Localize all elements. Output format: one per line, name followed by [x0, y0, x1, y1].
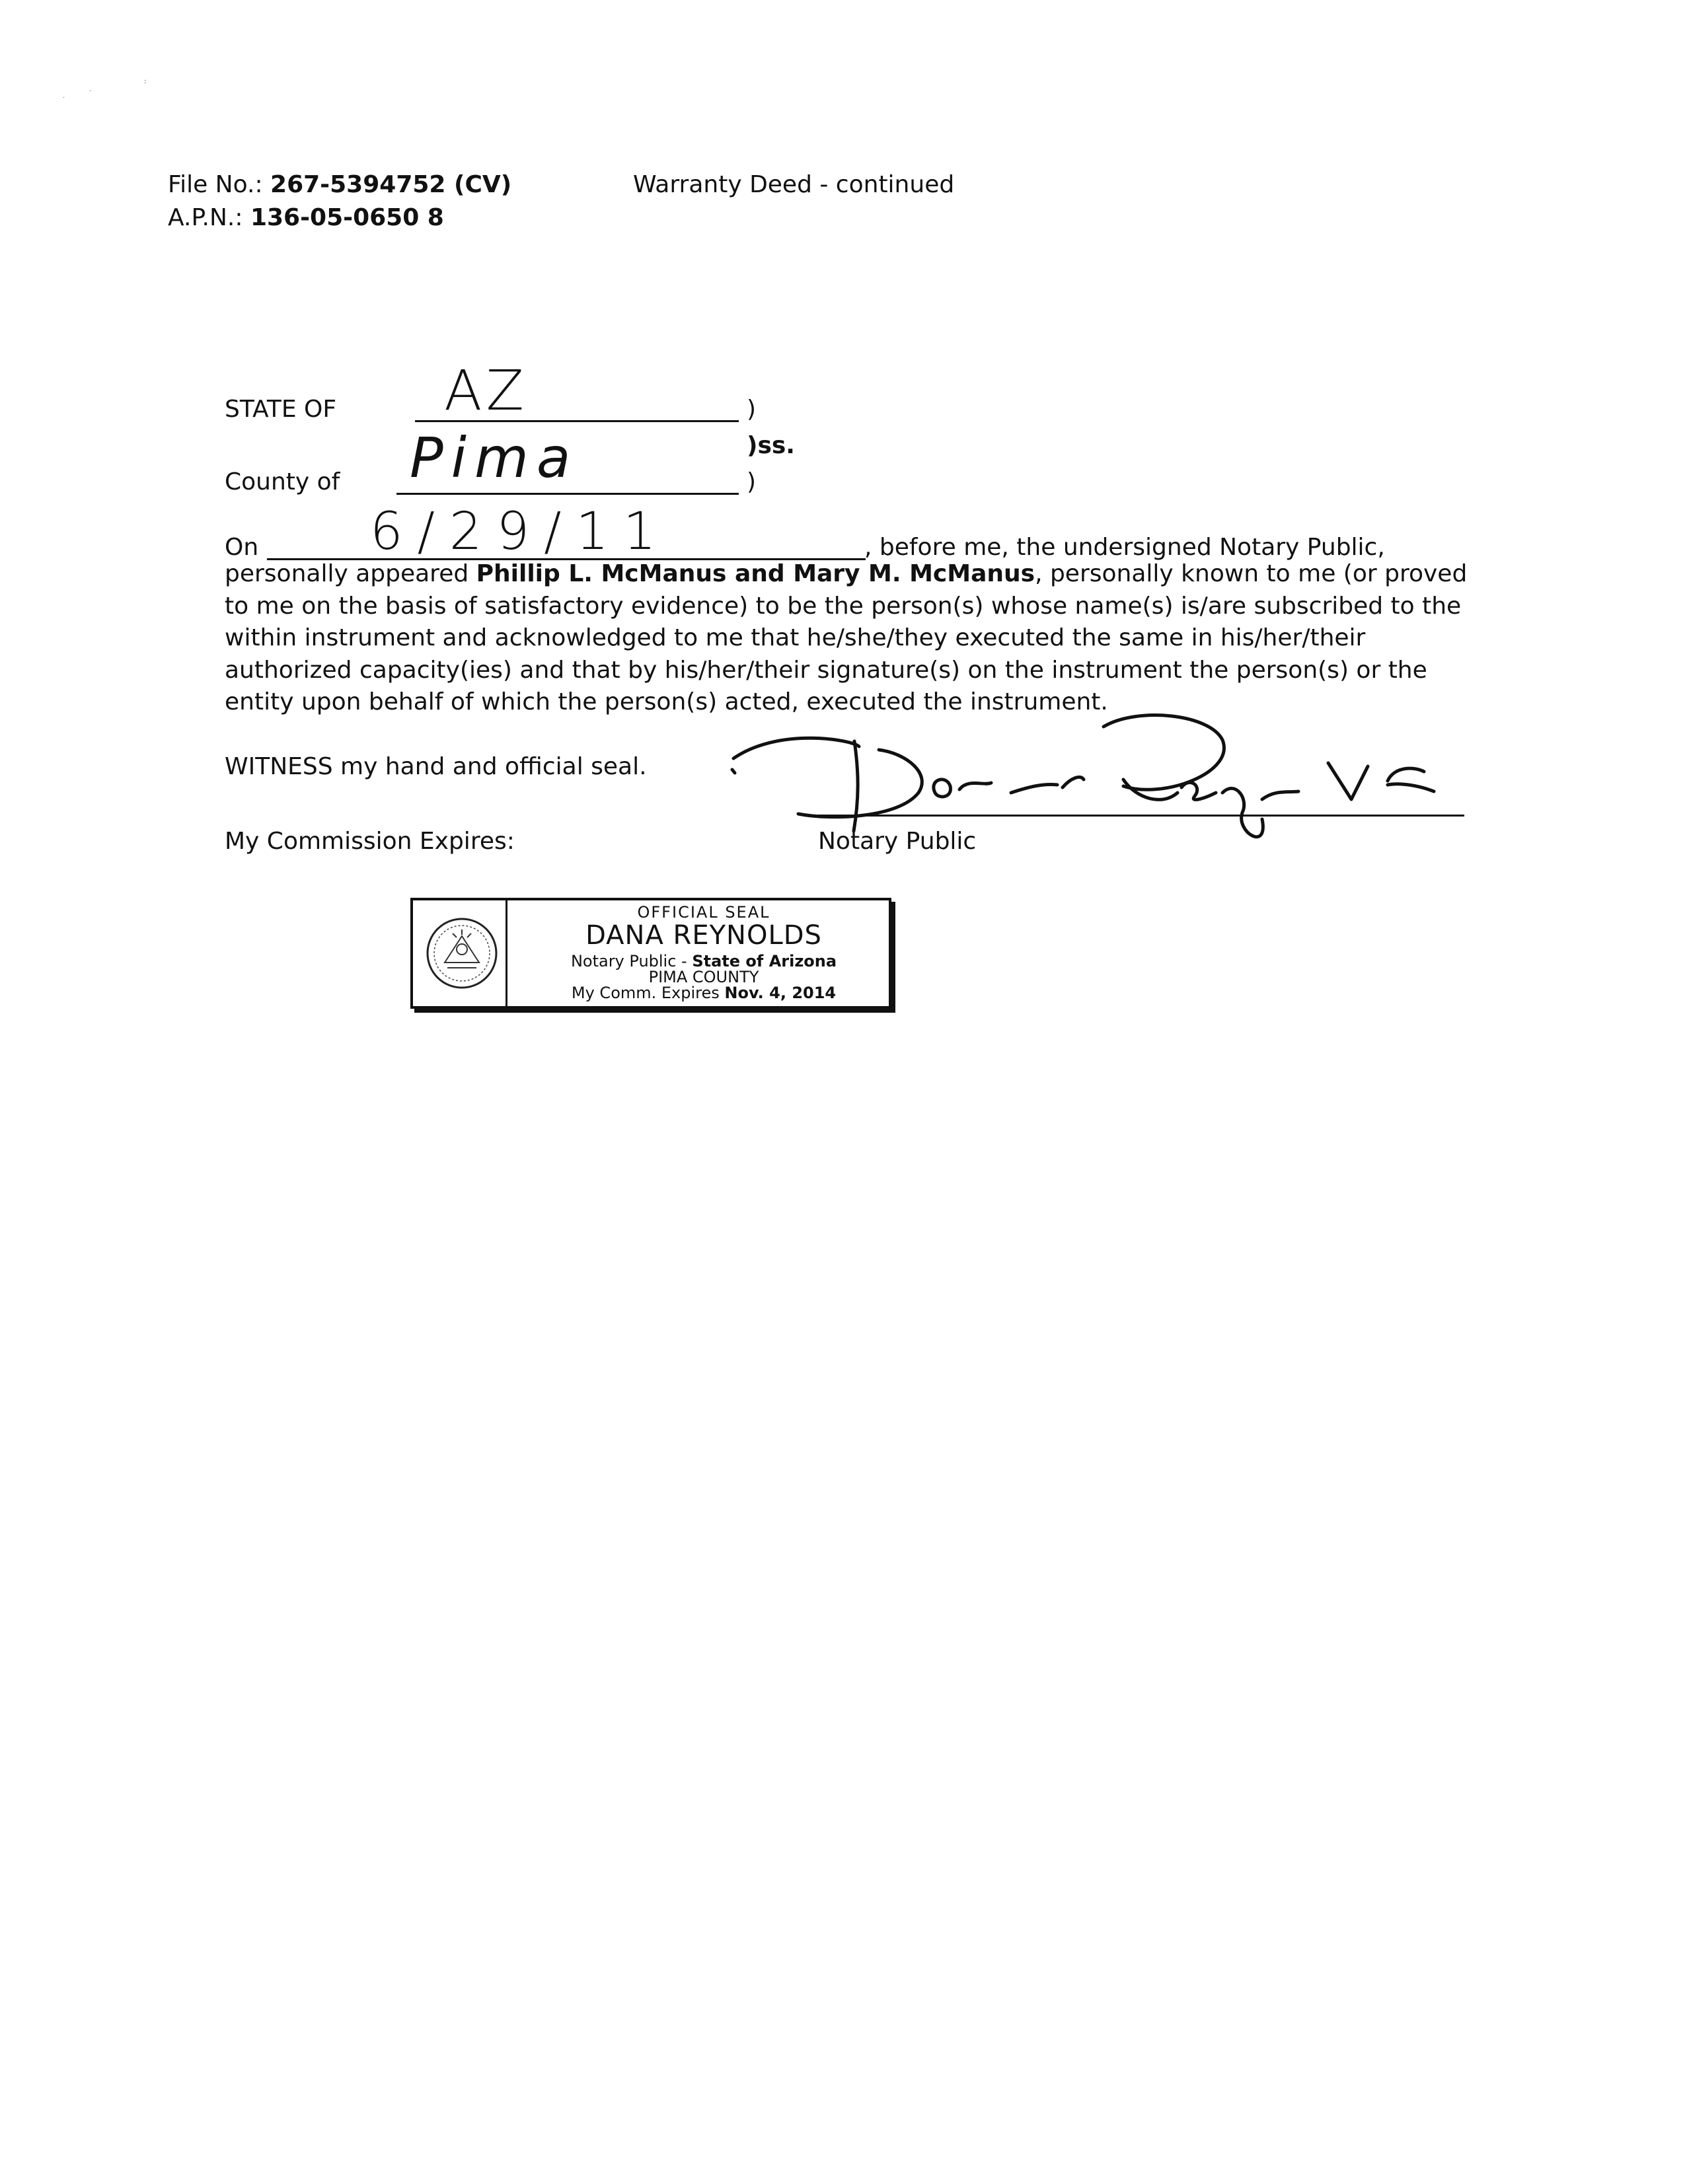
apn-label: A.P.N.: — [168, 204, 243, 231]
signer-names: Phillip L. McManus and Mary M. McManus — [476, 560, 1035, 587]
seal-line-county: PIMA COUNTY — [648, 968, 759, 986]
seal-expires-date: Nov. 4, 2014 — [724, 984, 837, 1002]
county-handwritten: Pima — [410, 425, 579, 490]
document-title: Warranty Deed - continued — [633, 171, 955, 198]
witness-text: WITNESS my hand and official seal. — [225, 753, 647, 780]
on-label: On — [225, 534, 259, 561]
county-blank — [396, 493, 739, 495]
ack-line1-suffix: , before me, the undersigned Notary Public, — [864, 534, 1385, 561]
official-seal-stamp — [410, 898, 891, 1009]
seal-expires-label: My Comm. Expires — [571, 984, 725, 1002]
ack-line6: entity upon behalf of which the person(s) acted, executed the instrument. — [225, 688, 1108, 715]
apn-number: 136-05-0650 8 — [250, 204, 444, 231]
date-handwritten: 6/29/11 — [370, 502, 671, 562]
county-label: County of — [225, 468, 340, 495]
notary-signature — [700, 700, 1480, 859]
ss-mark: )ss. — [747, 432, 795, 459]
seal-state: State of Arizona — [692, 952, 837, 970]
file-number: 267-5394752 (CV) — [270, 171, 512, 198]
seal-line-name: DANA REYNOLDS — [585, 920, 822, 951]
file-label: File No.: — [168, 171, 263, 198]
ack-line3: to me on the basis of satisfactory evidence) to be the person(s) whose name(s) is/are subscribed to the — [225, 592, 1462, 620]
seal-line-official: OFFICIAL SEAL — [637, 903, 770, 922]
file-number-line — [168, 169, 511, 201]
state-seal-emblem — [425, 910, 499, 997]
county-paren: ) — [747, 468, 757, 495]
ack-line2-prefix: personally appeared — [225, 560, 476, 587]
ack-line4: within instrument and acknowledged to me that he/she/they executed the same in his/her/their — [225, 624, 1366, 651]
notary-public-label: Notary Public — [818, 828, 977, 855]
ack-line2-suffix: , personally known to me (or proved — [1035, 560, 1468, 587]
commission-label: My Commission Expires: — [225, 828, 515, 855]
state-label: STATE OF — [225, 396, 337, 423]
ack-line5: authorized capacity(ies) and that by his/her/their signature(s) on the instrument the person(s) or the — [225, 656, 1427, 684]
seal-line-expires — [519, 984, 889, 1002]
state-handwritten: AZ — [444, 358, 529, 423]
acknowledgment-paragraph — [225, 558, 1468, 719]
state-paren: ) — [747, 396, 757, 423]
ack-line2 — [225, 558, 1468, 591]
seal-notary-public: Notary Public - — [570, 952, 693, 970]
apn-line — [168, 202, 444, 234]
